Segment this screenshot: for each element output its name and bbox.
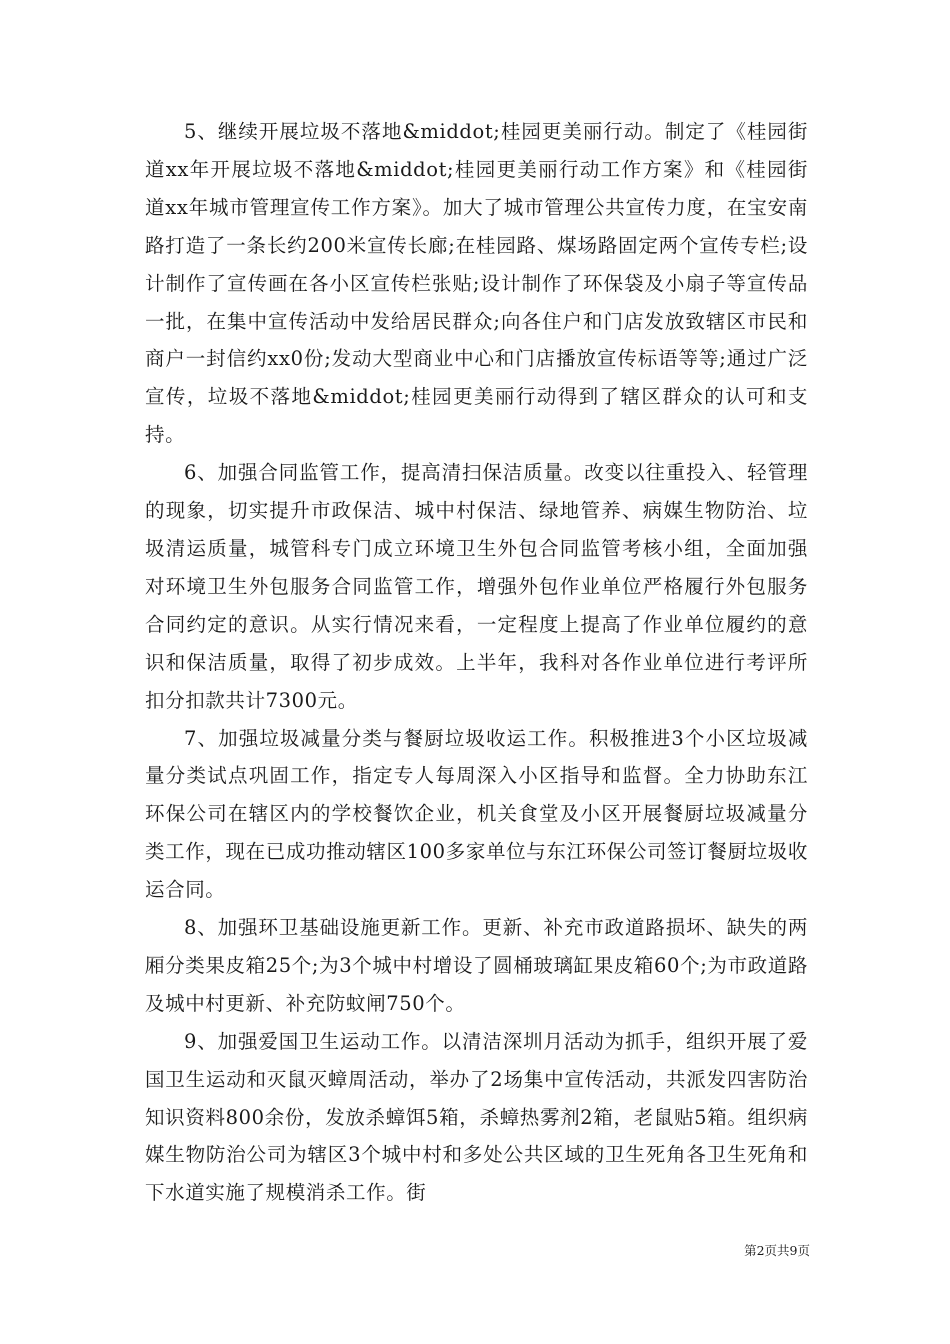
paragraph-9: 9、加强爱国卫生运动工作。以清洁深圳月活动为抓手，组织开展了爱国卫生运动和灭鼠灭蟑周活动，举办了2场集中宣传活动，共派发四害防治知识资料800余份，发放杀蟑饵5箱，杀蟑热雾剂2箱，老鼠贴5箱。组织病媒生物防治公司为辖区3个城中村和多处公共区域的卫生死角各卫生死角和下水道实施了规模消杀工作。街 xyxy=(145,1029,808,1205)
document-body xyxy=(145,113,808,1212)
page-number-footer: 第2页共9页 xyxy=(744,1243,810,1258)
paragraph-5: 5、继续开展垃圾不落地&middot;桂园更美丽行动。制定了《桂园街道xx年开展垃圾不落地&middot;桂园更美丽行动工作方案》和《桂园街道xx年城市管理宣传工作方案》。加大了城市管理公共宣传力度，在宝安南路打造了一条长约200米宣传长廊;在桂园路、煤场路固定两个宣传专栏;设计制作了宣传画在各小区宣传栏张贴;设计制作了环保袋及小扇子等宣传品一批，在集中宣传活动中发给居民群众;向各住户和门店发放致辖区市民和商户一封信约xx0份;发动大型商业中心和门店播放宣传标语等等;通过广泛宣传，垃圾不落地&middot;桂园更美丽行动得到了辖区群众的认可和支持。 xyxy=(145,120,808,447)
paragraph-6: 6、加强合同监管工作，提高清扫保洁质量。改变以往重投入、轻管理的现象，切实提升市政保洁、城中村保洁、绿地管养、病媒生物防治、垃圾清运质量，城管科专门成立环境卫生外包合同监管考核小组，全面加强对环境卫生外包服务合同监管工作，增强外包作业单位严格履行外包服务合同约定的意识。从实行情况来看，一定程度上提高了作业单位履约的意识和保洁质量，取得了初步成效。上半年，我科对各作业单位进行考评所扣分扣款共计7300元。 xyxy=(145,461,808,712)
paragraph-8: 8、加强环卫基础设施更新工作。更新、补充市政道路损坏、缺失的两厢分类果皮箱25个;为3个城中村增设了圆桶玻璃缸果皮箱60个;为市政道路及城中村更新、补充防蚊闸750个。 xyxy=(145,916,808,1015)
paragraph-7: 7、加强垃圾减量分类与餐厨垃圾收运工作。积极推进3个小区垃圾减量分类试点巩固工作，指定专人每周深入小区指导和监督。全力协助东江环保公司在辖区内的学校餐饮企业，机关食堂及小区开展餐厨垃圾减量分类工作，现在已成功推动辖区100多家单位与东江环保公司签订餐厨垃圾收运合同。 xyxy=(145,726,808,902)
